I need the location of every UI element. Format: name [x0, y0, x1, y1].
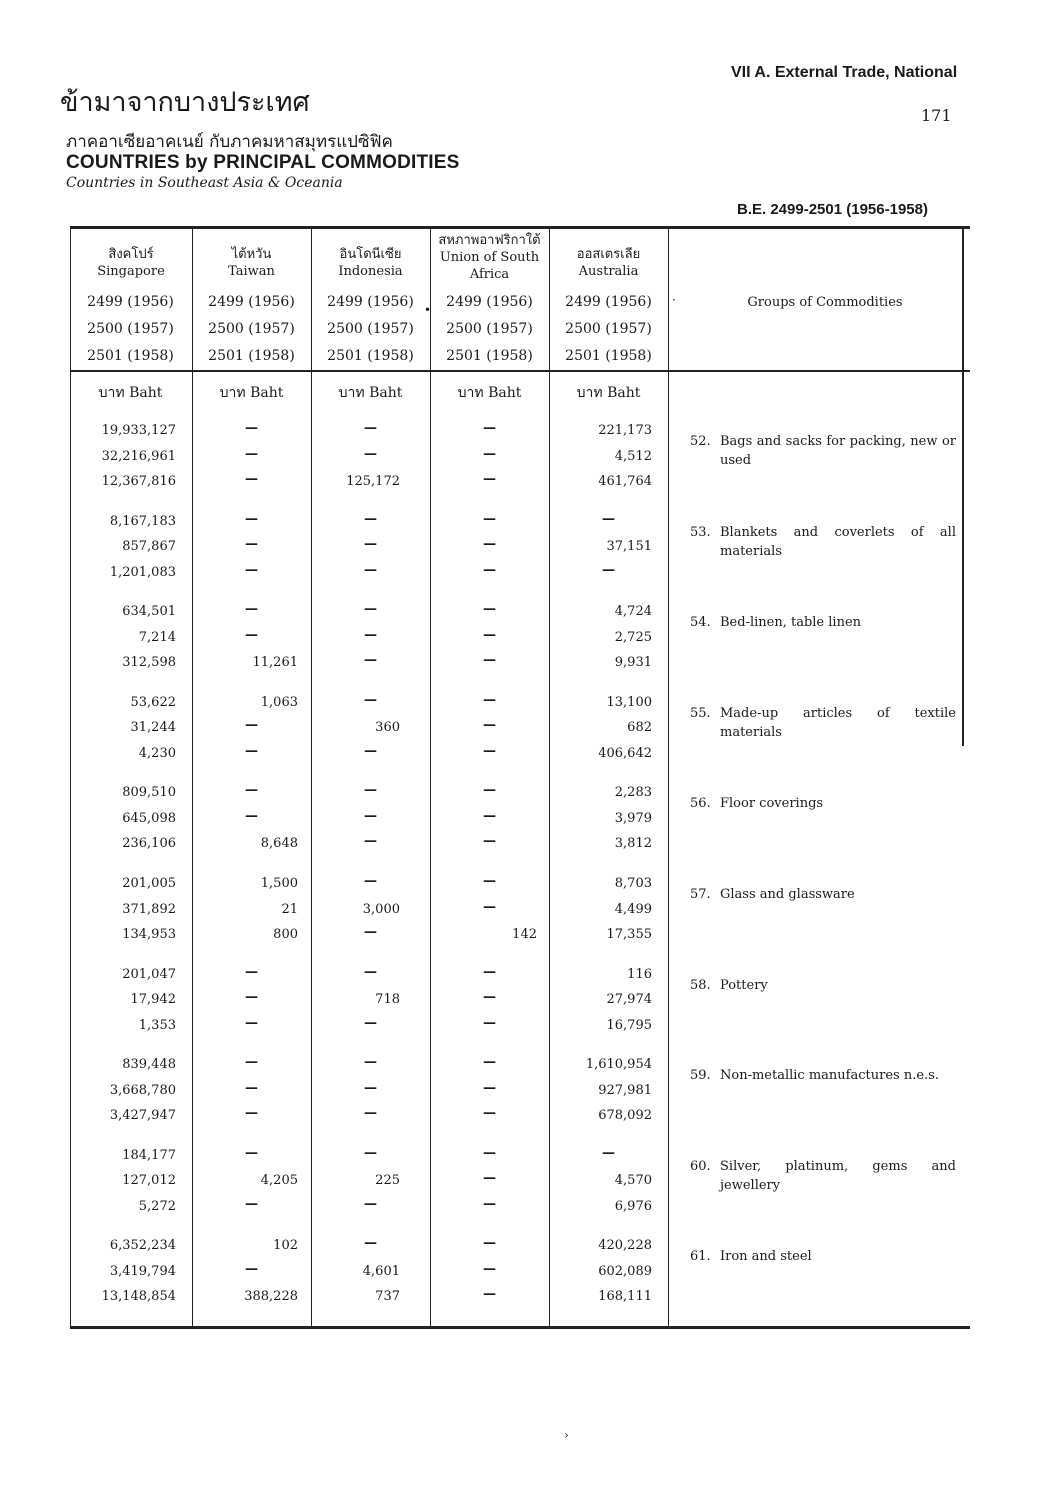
table-cell: — [483, 743, 496, 759]
table-cell: 1,201,083 [109, 564, 176, 580]
col-header-taiwan [193, 246, 310, 280]
table-cell: 7,214 [138, 629, 176, 645]
page-number: 171 [921, 106, 952, 125]
col-header-thai: ไต้หวัน [231, 247, 272, 262]
table-cell: — [364, 1015, 377, 1031]
table-cell: — [602, 562, 615, 578]
table-cell: 142 [512, 927, 537, 942]
col-header-thai: อินโดนีเซีย [339, 247, 402, 262]
table-cell: — [245, 1080, 258, 1096]
page-title-thai: ข้ามาจากบางประเทศ [60, 87, 310, 118]
commodity-group-name: Bags and sacks for packing, new or used [720, 434, 956, 468]
table-cell: — [364, 964, 377, 980]
table-cell: 4,512 [614, 448, 652, 464]
table-cell: 16,795 [606, 1017, 652, 1033]
table-cell: — [364, 446, 377, 462]
year-label: 2501 (1958) [446, 348, 533, 364]
table-cell: — [364, 1106, 377, 1122]
col-header-thai: สหภาพอาฟริกาใต้ [438, 233, 541, 248]
table-cell: — [245, 783, 258, 799]
table-cell: — [483, 1106, 496, 1122]
table-cell: 13,148,854 [101, 1289, 176, 1305]
table-cell: — [364, 783, 377, 799]
table-cell: 168,111 [598, 1289, 652, 1305]
commodity-group-label [690, 1066, 960, 1085]
col-header-en: Indonesia [338, 264, 403, 279]
table-cell: 4,601 [362, 1263, 400, 1279]
table-cell: 19,933,127 [101, 423, 176, 438]
table-cell: — [245, 627, 258, 643]
table-cell: — [483, 1261, 496, 1277]
commodity-group-number: 52. [690, 434, 711, 449]
commodity-group-number: 55. [690, 705, 711, 721]
table-cell: — [364, 421, 377, 436]
table-cell: — [245, 743, 258, 759]
table-cell: 420,228 [598, 1238, 652, 1254]
table-cell: — [364, 743, 377, 759]
commodity-group-label [690, 1157, 960, 1195]
page-subtitle-thai: ภาคอาเซียอาคเนย์ กับภาคมหาสมุทรแปซิฟิค [66, 132, 393, 152]
table-cell: — [483, 692, 496, 708]
table-cell: 27,974 [606, 992, 652, 1008]
table-cell: 737 [375, 1289, 400, 1305]
table-cell: 17,355 [606, 927, 652, 942]
table-cell: — [483, 964, 496, 980]
col-header-thai: ออสเตรเลีย [576, 247, 641, 262]
col-header-en: Taiwan [228, 264, 275, 279]
table-cell: — [483, 537, 496, 553]
table-cell: 3,668,780 [109, 1082, 176, 1098]
table-cell: — [483, 1196, 496, 1212]
table-cell: 602,089 [598, 1263, 652, 1279]
table-cell: 8,648 [260, 836, 298, 852]
table-cell: 13,100 [606, 694, 652, 710]
table-cell: — [483, 808, 496, 824]
table-cell: — [245, 1106, 258, 1122]
section-heading: VII A. External Trade, National [731, 64, 958, 81]
page-subtitle: Countries in Southeast Asia & Oceania [66, 175, 343, 191]
table-cell: — [483, 1236, 496, 1252]
table-cell: — [483, 1171, 496, 1187]
table-cell: 3,427,947 [109, 1108, 176, 1124]
table-cell: 4,570 [614, 1173, 652, 1189]
table-cell: 201,005 [122, 876, 176, 891]
table-cell: 682 [627, 720, 652, 736]
table-cell: 11,261 [252, 655, 298, 671]
commodity-group-label [690, 432, 960, 470]
year-label: 2501 (1958) [208, 348, 295, 364]
table-cell: 839,448 [122, 1057, 176, 1073]
table-cell: 12,367,816 [101, 474, 176, 489]
table-cell: 125,172 [346, 474, 400, 489]
table-cell: — [483, 1145, 496, 1161]
table-cell: 32,216,961 [101, 448, 176, 464]
table-cell: 21 [281, 901, 298, 917]
table-cell: — [245, 718, 258, 734]
table-cell: — [483, 783, 496, 799]
table-cell: 809,510 [122, 785, 176, 801]
table-cell: — [364, 1055, 377, 1071]
table-cell: 406,642 [598, 745, 652, 761]
commodity-group-name: Blankets and coverlets of all materials [720, 524, 956, 559]
commodity-group-number: 58. [690, 977, 711, 993]
table-cell: 225 [375, 1173, 400, 1189]
table-cell: 1,610,954 [585, 1057, 652, 1073]
commodity-group-name: Floor coverings [720, 796, 824, 812]
scan-speck: · [672, 293, 676, 307]
table-cell: — [483, 718, 496, 734]
unit-label: บาท Baht [219, 385, 284, 401]
table-cell: — [364, 834, 377, 850]
table-cell: — [245, 446, 258, 462]
table-cell: 2,725 [614, 629, 652, 645]
table-cell: 127,012 [122, 1173, 176, 1189]
commodity-group-name: Glass and glassware [720, 887, 855, 902]
commodity-group-name: Silver, platinum, gems and jewellery [720, 1158, 956, 1193]
table-cell: 312,598 [122, 655, 176, 671]
col-header-indonesia [312, 246, 429, 280]
commodity-group-label [690, 523, 960, 561]
table-cell: 102 [273, 1238, 298, 1254]
table-top-rule [70, 226, 970, 229]
col-header-australia [550, 246, 667, 280]
table-cell: — [364, 537, 377, 553]
table-cell: — [364, 925, 377, 940]
table-cell: — [364, 1196, 377, 1212]
table-cell: — [483, 899, 496, 915]
commodity-group-number: 54. [690, 615, 711, 631]
table-cell: — [483, 990, 496, 1006]
table-cell: 857,867 [122, 539, 176, 555]
table-cell: 4,230 [138, 745, 176, 761]
col-header-south-africa [431, 232, 548, 283]
unit-label: บาท Baht [338, 385, 403, 401]
table-cell: — [483, 874, 496, 889]
table-cell: — [245, 1145, 258, 1161]
table-cell: — [245, 511, 258, 527]
unit-label: บาท Baht [576, 385, 641, 401]
table-cell: 678,092 [598, 1108, 652, 1124]
table-cell: 17,942 [130, 992, 176, 1008]
table-cell: — [364, 562, 377, 578]
table-cell: 4,499 [614, 901, 652, 917]
table-cell: 184,177 [122, 1147, 176, 1163]
table-cell: — [483, 1080, 496, 1096]
table-cell: — [602, 1145, 615, 1161]
table-cell: — [245, 472, 258, 487]
commodity-group-name: Non-metallic manufactures n.e.s. [720, 1068, 939, 1084]
table-cell: — [483, 472, 496, 487]
year-label: 2501 (1958) [327, 348, 414, 364]
table-cell: — [364, 627, 377, 643]
year-label: 2500 (1957) [565, 321, 652, 337]
table-cell: 634,501 [122, 604, 176, 620]
commodity-group-name: Pottery [720, 977, 768, 993]
table-cell: 236,106 [122, 836, 176, 852]
commodity-group-number: 56. [690, 796, 711, 812]
table-cell: 645,098 [122, 810, 176, 826]
table-cell: — [364, 1080, 377, 1096]
commodity-group-number: 60. [690, 1158, 711, 1174]
table-cell: — [364, 1145, 377, 1161]
year-label: 2499 (1956) [87, 294, 174, 310]
table-cell: — [364, 511, 377, 527]
commodity-group-number: 53. [690, 524, 711, 540]
table-cell: 221,173 [598, 423, 652, 438]
year-label: 2500 (1957) [327, 321, 414, 337]
table-cell: 5,272 [138, 1198, 176, 1214]
table-cell: — [245, 1196, 258, 1212]
col-header-en: Australia [578, 264, 639, 279]
period-label: B.E. 2499-2501 (1956-1958) [737, 201, 928, 218]
table-cell: — [245, 1015, 258, 1031]
table-cell: — [245, 537, 258, 553]
commodity-group-number: 59. [690, 1068, 711, 1084]
table-cell: — [364, 653, 377, 669]
table-cell: 371,892 [122, 901, 176, 917]
table-cell: — [483, 653, 496, 669]
table-header-rule [70, 370, 970, 372]
table-cell: 4,205 [260, 1173, 298, 1189]
table-cell: — [364, 808, 377, 824]
table-cell: — [245, 602, 258, 618]
table-cell: — [245, 1055, 258, 1071]
year-label: 2499 (1956) [208, 294, 295, 310]
table-cell: — [245, 1261, 258, 1277]
commodity-group-label [690, 704, 960, 742]
table-cell: — [245, 808, 258, 824]
table-cell: 8,167,183 [109, 513, 176, 529]
table-cell: — [483, 602, 496, 618]
col-header-thai: สิงคโปร์ [108, 247, 154, 262]
table-cell: — [364, 602, 377, 618]
commodity-group-label [690, 613, 960, 632]
table-cell: — [364, 692, 377, 708]
groups-header: Groups of Commodities [747, 295, 903, 310]
table-cell: 1,353 [138, 1017, 176, 1033]
table-right-border [962, 226, 964, 746]
table-cell: 31,244 [130, 720, 176, 736]
table-cell: — [364, 1236, 377, 1252]
commodity-group-number: 57. [690, 887, 711, 902]
page-title: COUNTRIES by PRINCIPAL COMMODITIES [66, 152, 460, 173]
table-cell: — [483, 1055, 496, 1071]
commodity-group-name: Made-up articles of textile materials [720, 705, 956, 740]
year-label: 2501 (1958) [565, 348, 652, 364]
table-cell: 9,931 [614, 655, 652, 671]
table-cell: 3,812 [614, 836, 652, 852]
table-cell: 6,976 [614, 1198, 652, 1214]
col-header-en: Singapore [97, 264, 165, 279]
commodity-group-label [690, 794, 960, 813]
year-label: 2499 (1956) [327, 294, 414, 310]
table-cell: — [602, 511, 615, 527]
table-cell: 360 [375, 720, 400, 736]
table-cell: 927,981 [598, 1082, 652, 1098]
table-cell: — [483, 627, 496, 643]
table-cell: — [483, 562, 496, 578]
col-header-singapore [72, 246, 190, 280]
table-cell: 53,622 [130, 694, 176, 710]
table-cell: — [483, 446, 496, 462]
table-cell: 718 [375, 992, 400, 1008]
commodity-group-name: Iron and steel [720, 1249, 812, 1265]
commodity-group-label [690, 1247, 960, 1266]
table-cell: 37,151 [606, 539, 652, 555]
table-cell: 4,724 [614, 604, 652, 620]
unit-label: บาท Baht [457, 385, 522, 401]
col-header-en: Africa [469, 267, 510, 282]
table-cell: 134,953 [122, 927, 176, 942]
year-label: 2500 (1957) [208, 321, 295, 337]
commodity-group-label [690, 976, 960, 995]
table-cell: — [483, 421, 496, 436]
table-cell: 201,047 [122, 966, 176, 982]
table-cell: 461,764 [598, 474, 652, 489]
table-cell: — [483, 1287, 496, 1303]
year-label: 2499 (1956) [446, 294, 533, 310]
table-cell: 3,419,794 [109, 1263, 176, 1279]
year-label: 2500 (1957) [87, 321, 174, 337]
table-cell: 3,979 [614, 810, 652, 826]
table-cell: — [483, 834, 496, 850]
table-cell: — [483, 1015, 496, 1031]
scan-speck: › [564, 1428, 569, 1442]
year-label: 2500 (1957) [446, 321, 533, 337]
scan-speck: • [424, 303, 432, 317]
table-left-border [70, 226, 71, 1328]
table-cell: 8,703 [614, 876, 652, 891]
table-cell: 388,228 [244, 1289, 298, 1305]
table-cell: — [245, 990, 258, 1006]
table-cell: 6,352,234 [109, 1238, 176, 1254]
table-cell: 1,500 [260, 876, 298, 891]
table-cell: — [245, 421, 258, 436]
table-cell: 2,283 [614, 785, 652, 801]
table-cell: — [483, 511, 496, 527]
unit-label: บาท Baht [98, 385, 163, 401]
commodity-group-name: Bed-linen, table linen [720, 615, 862, 631]
table-bottom-rule [70, 1326, 970, 1329]
table-cell: 116 [627, 966, 652, 982]
col-header-en: Union of South [439, 250, 540, 265]
col-divider [668, 226, 669, 1328]
table-cell: — [245, 964, 258, 980]
commodity-group-number: 61. [690, 1249, 711, 1265]
table-cell: — [245, 562, 258, 578]
table-cell: 3,000 [362, 901, 400, 917]
year-label: 2499 (1956) [565, 294, 652, 310]
table-cell: 1,063 [260, 694, 298, 710]
table-cell: 800 [273, 927, 298, 942]
year-label: 2501 (1958) [87, 348, 174, 364]
table-cell: — [364, 874, 377, 889]
commodity-group-label [690, 885, 960, 904]
